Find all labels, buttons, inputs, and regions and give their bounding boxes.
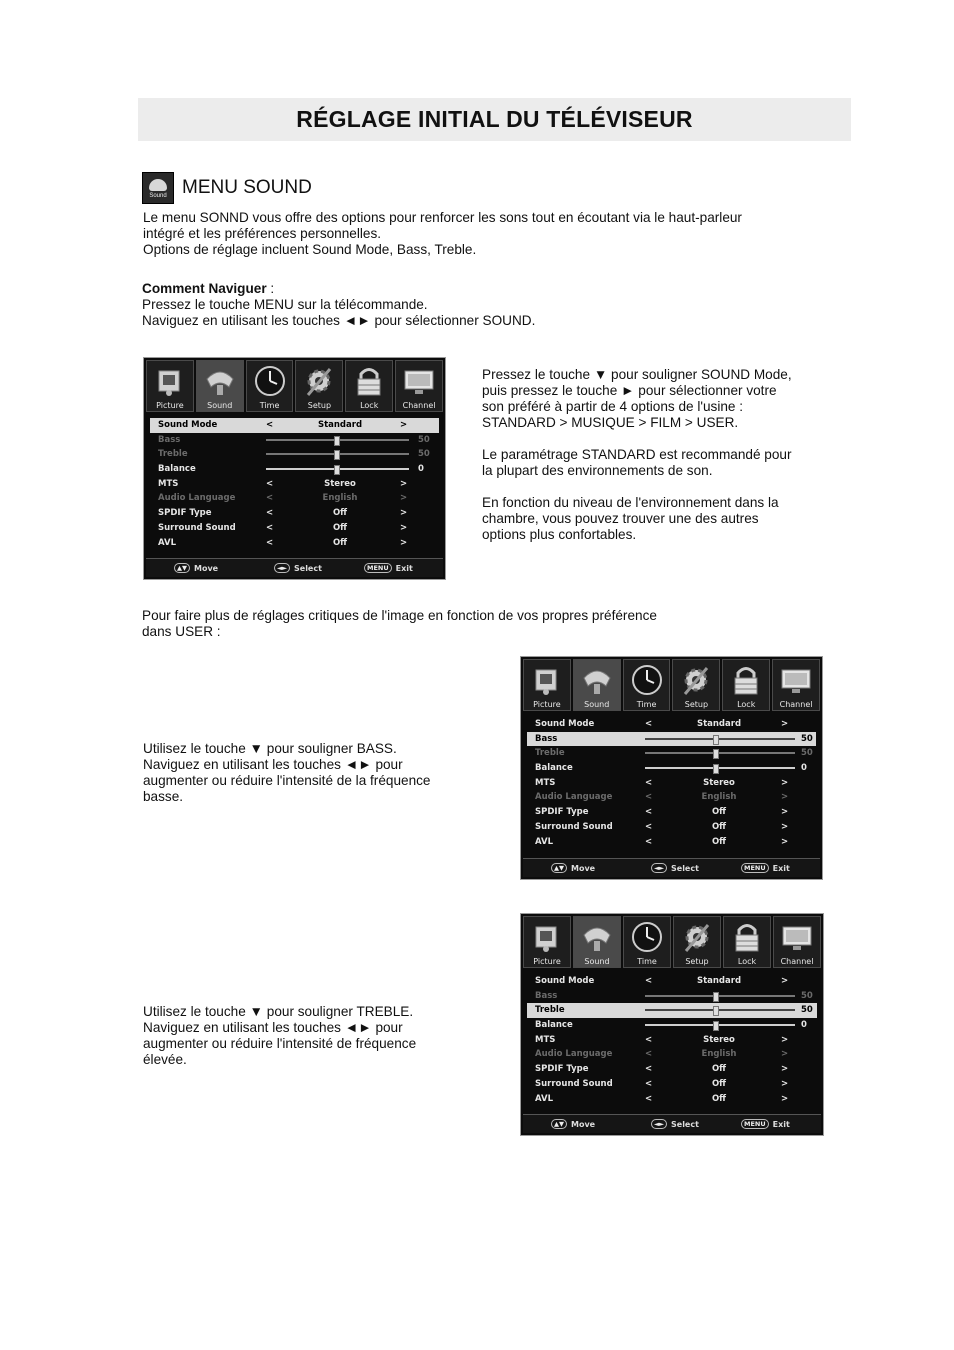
user-intro-text: Pour faire plus de réglages critiques de l'image en fonction de vos propres préférence dans USER : [142, 608, 657, 639]
navigation-heading: Comment Naviguer [142, 281, 267, 296]
menu-rows [527, 974, 817, 1106]
page-header [138, 98, 851, 141]
tab-sound[interactable]: Sound [573, 916, 621, 968]
row-bass[interactable]: Bass 50 [535, 990, 813, 1001]
row-audio-language[interactable]: Audio Language < English > [535, 1049, 789, 1060]
row-treble[interactable]: Treble 50 [158, 449, 430, 460]
row-audio-language[interactable]: Audio Language < English > [535, 792, 789, 803]
clock-icon [253, 365, 287, 397]
row-sound-mode[interactable]: Sound Mode < Standard > [150, 418, 439, 433]
bass-slider[interactable] [645, 995, 795, 997]
row-spdif[interactable]: SPDIF Type < Off > [535, 807, 789, 818]
menu-footer: ▲▼ Move ◄► Select MENU Exit [146, 558, 443, 577]
row-audio-language[interactable]: Audio Language < English > [158, 493, 408, 504]
row-treble[interactable]: Treble 50 [535, 748, 813, 759]
menu-footer: ▲▼ Move ◄► Select MENU Exit [523, 858, 820, 877]
balance-slider[interactable] [645, 767, 795, 769]
row-sound-mode[interactable]: Sound Mode < Standard > [535, 719, 789, 729]
picture-icon [530, 921, 564, 953]
section-heading: MENU SOUND [182, 177, 312, 198]
bass-text: Utilisez le touche ▼ pour souligner BASS. Naviguez en utilisant les touches ◄► pour augmenter ou réduire l'intensité de la fréquence basse. [143, 741, 431, 804]
row-surround[interactable]: Surround Sound < Off > [158, 522, 408, 533]
tab-setup[interactable]: Setup [672, 659, 720, 711]
gear-icon [679, 664, 713, 696]
tv-menu-sound-mode [143, 357, 446, 580]
intro-text: Le menu SONND vous offre des options pour renforcer les sons tout en écoutant via le haut-parleur intégré et les préférences personnelles. Options de réglage incluent Sound Mode, Bass, Treble. [143, 210, 742, 257]
row-balance[interactable]: Balance 0 [158, 464, 424, 475]
tab-channel[interactable]: Channel [395, 360, 443, 412]
navigation-text: Comment Naviguer : Pressez le touche MENU sur la télécommande. Naviguez en utilisant les touches ◄► pour sélectionner SOUND. [142, 281, 536, 328]
sound-icon [580, 921, 614, 953]
balance-slider[interactable] [645, 1024, 795, 1026]
sound-icon [580, 664, 614, 696]
balance-slider[interactable] [266, 468, 409, 470]
row-avl[interactable]: AVL < Off > [535, 836, 789, 847]
row-mts[interactable]: MTS < Stereo > [535, 777, 789, 788]
tab-picture[interactable]: Picture [523, 659, 571, 711]
clock-icon [630, 664, 664, 696]
tab-time[interactable]: Time [623, 659, 671, 711]
section-title [142, 172, 312, 204]
clock-icon [630, 921, 664, 953]
row-surround[interactable]: Surround Sound < Off > [535, 821, 789, 832]
row-surround[interactable]: Surround Sound < Off > [535, 1078, 789, 1089]
menu-rows [527, 717, 816, 849]
lock-icon [729, 664, 763, 696]
row-avl[interactable]: AVL < Off > [535, 1093, 789, 1104]
tv-icon [402, 365, 436, 397]
treble-text: Utilisez le touche ▼ pour souligner TREBLE. Naviguez en utilisant les touches ◄► pour augmenter ou réduire l'intensité de fréquence élevée. [143, 1004, 417, 1067]
treble-slider[interactable] [645, 1009, 795, 1011]
bass-slider[interactable] [266, 439, 409, 441]
lock-icon [352, 365, 386, 397]
menu-tabs [523, 916, 821, 968]
gear-icon [680, 921, 714, 953]
tab-sound[interactable]: Sound [196, 360, 244, 412]
menu-footer: ▲▼ Move ◄► Select MENU Exit [523, 1114, 821, 1133]
bass-slider[interactable] [645, 738, 795, 740]
row-balance[interactable]: Balance 0 [535, 1020, 807, 1031]
tab-time[interactable]: Time [246, 360, 294, 412]
picture-icon [530, 664, 564, 696]
tab-channel[interactable]: Channel [772, 659, 820, 711]
tab-picture[interactable]: Picture [146, 360, 194, 412]
tab-setup[interactable]: Setup [673, 916, 721, 968]
tab-sound[interactable]: Sound [573, 659, 621, 711]
menu-tabs [146, 360, 443, 412]
picture-icon [153, 365, 187, 397]
menu-tabs [523, 659, 820, 711]
tab-channel[interactable]: Channel [773, 916, 821, 968]
gear-icon [302, 365, 336, 397]
page-title: RÉGLAGE INITIAL DU TÉLÉVISEUR [296, 106, 693, 132]
row-balance[interactable]: Balance 0 [535, 763, 807, 774]
tab-lock[interactable]: Lock [723, 916, 771, 968]
tv-menu-bass [520, 656, 823, 880]
row-spdif[interactable]: SPDIF Type < Off > [158, 508, 408, 519]
tv-menu-treble [520, 913, 824, 1136]
row-bass[interactable]: Bass 50 [158, 434, 430, 445]
lock-icon [730, 921, 764, 953]
sound-icon [203, 365, 237, 397]
row-mts[interactable]: MTS < Stereo > [535, 1034, 789, 1045]
treble-slider[interactable] [645, 752, 795, 754]
tv-icon [780, 921, 814, 953]
row-treble[interactable]: Treble 50 [527, 1003, 817, 1018]
tab-lock[interactable]: Lock [722, 659, 770, 711]
menu-rows [150, 418, 439, 550]
row-avl[interactable]: AVL < Off > [158, 537, 408, 548]
tab-picture[interactable]: Picture [523, 916, 571, 968]
tab-time[interactable]: Time [623, 916, 671, 968]
sound-mode-text: Pressez le touche ▼ pour souligner SOUND Mode, puis pressez le touche ► pour sélectionner votre son préféré à partir de 4 options de l'usine : STANDARD > MUSIQUE > FILM > USER. Le paramétrage STANDARD est recommandé pour la plupart des environnements de son. En fonction du niveau de l'environnement dans la chambre, vous pouvez trouver une des autres options plus confortables. [482, 367, 792, 542]
row-bass[interactable]: Bass 50 [527, 732, 816, 747]
row-sound-mode[interactable]: Sound Mode < Standard > [535, 976, 789, 986]
tv-icon [779, 664, 813, 696]
tab-setup[interactable]: Setup [295, 360, 343, 412]
treble-slider[interactable] [266, 453, 409, 455]
tab-lock[interactable]: Lock [345, 360, 393, 412]
row-spdif[interactable]: SPDIF Type < Off > [535, 1064, 789, 1075]
row-mts[interactable]: MTS < Stereo > [158, 478, 408, 489]
sound-icon: Sound [142, 172, 174, 204]
